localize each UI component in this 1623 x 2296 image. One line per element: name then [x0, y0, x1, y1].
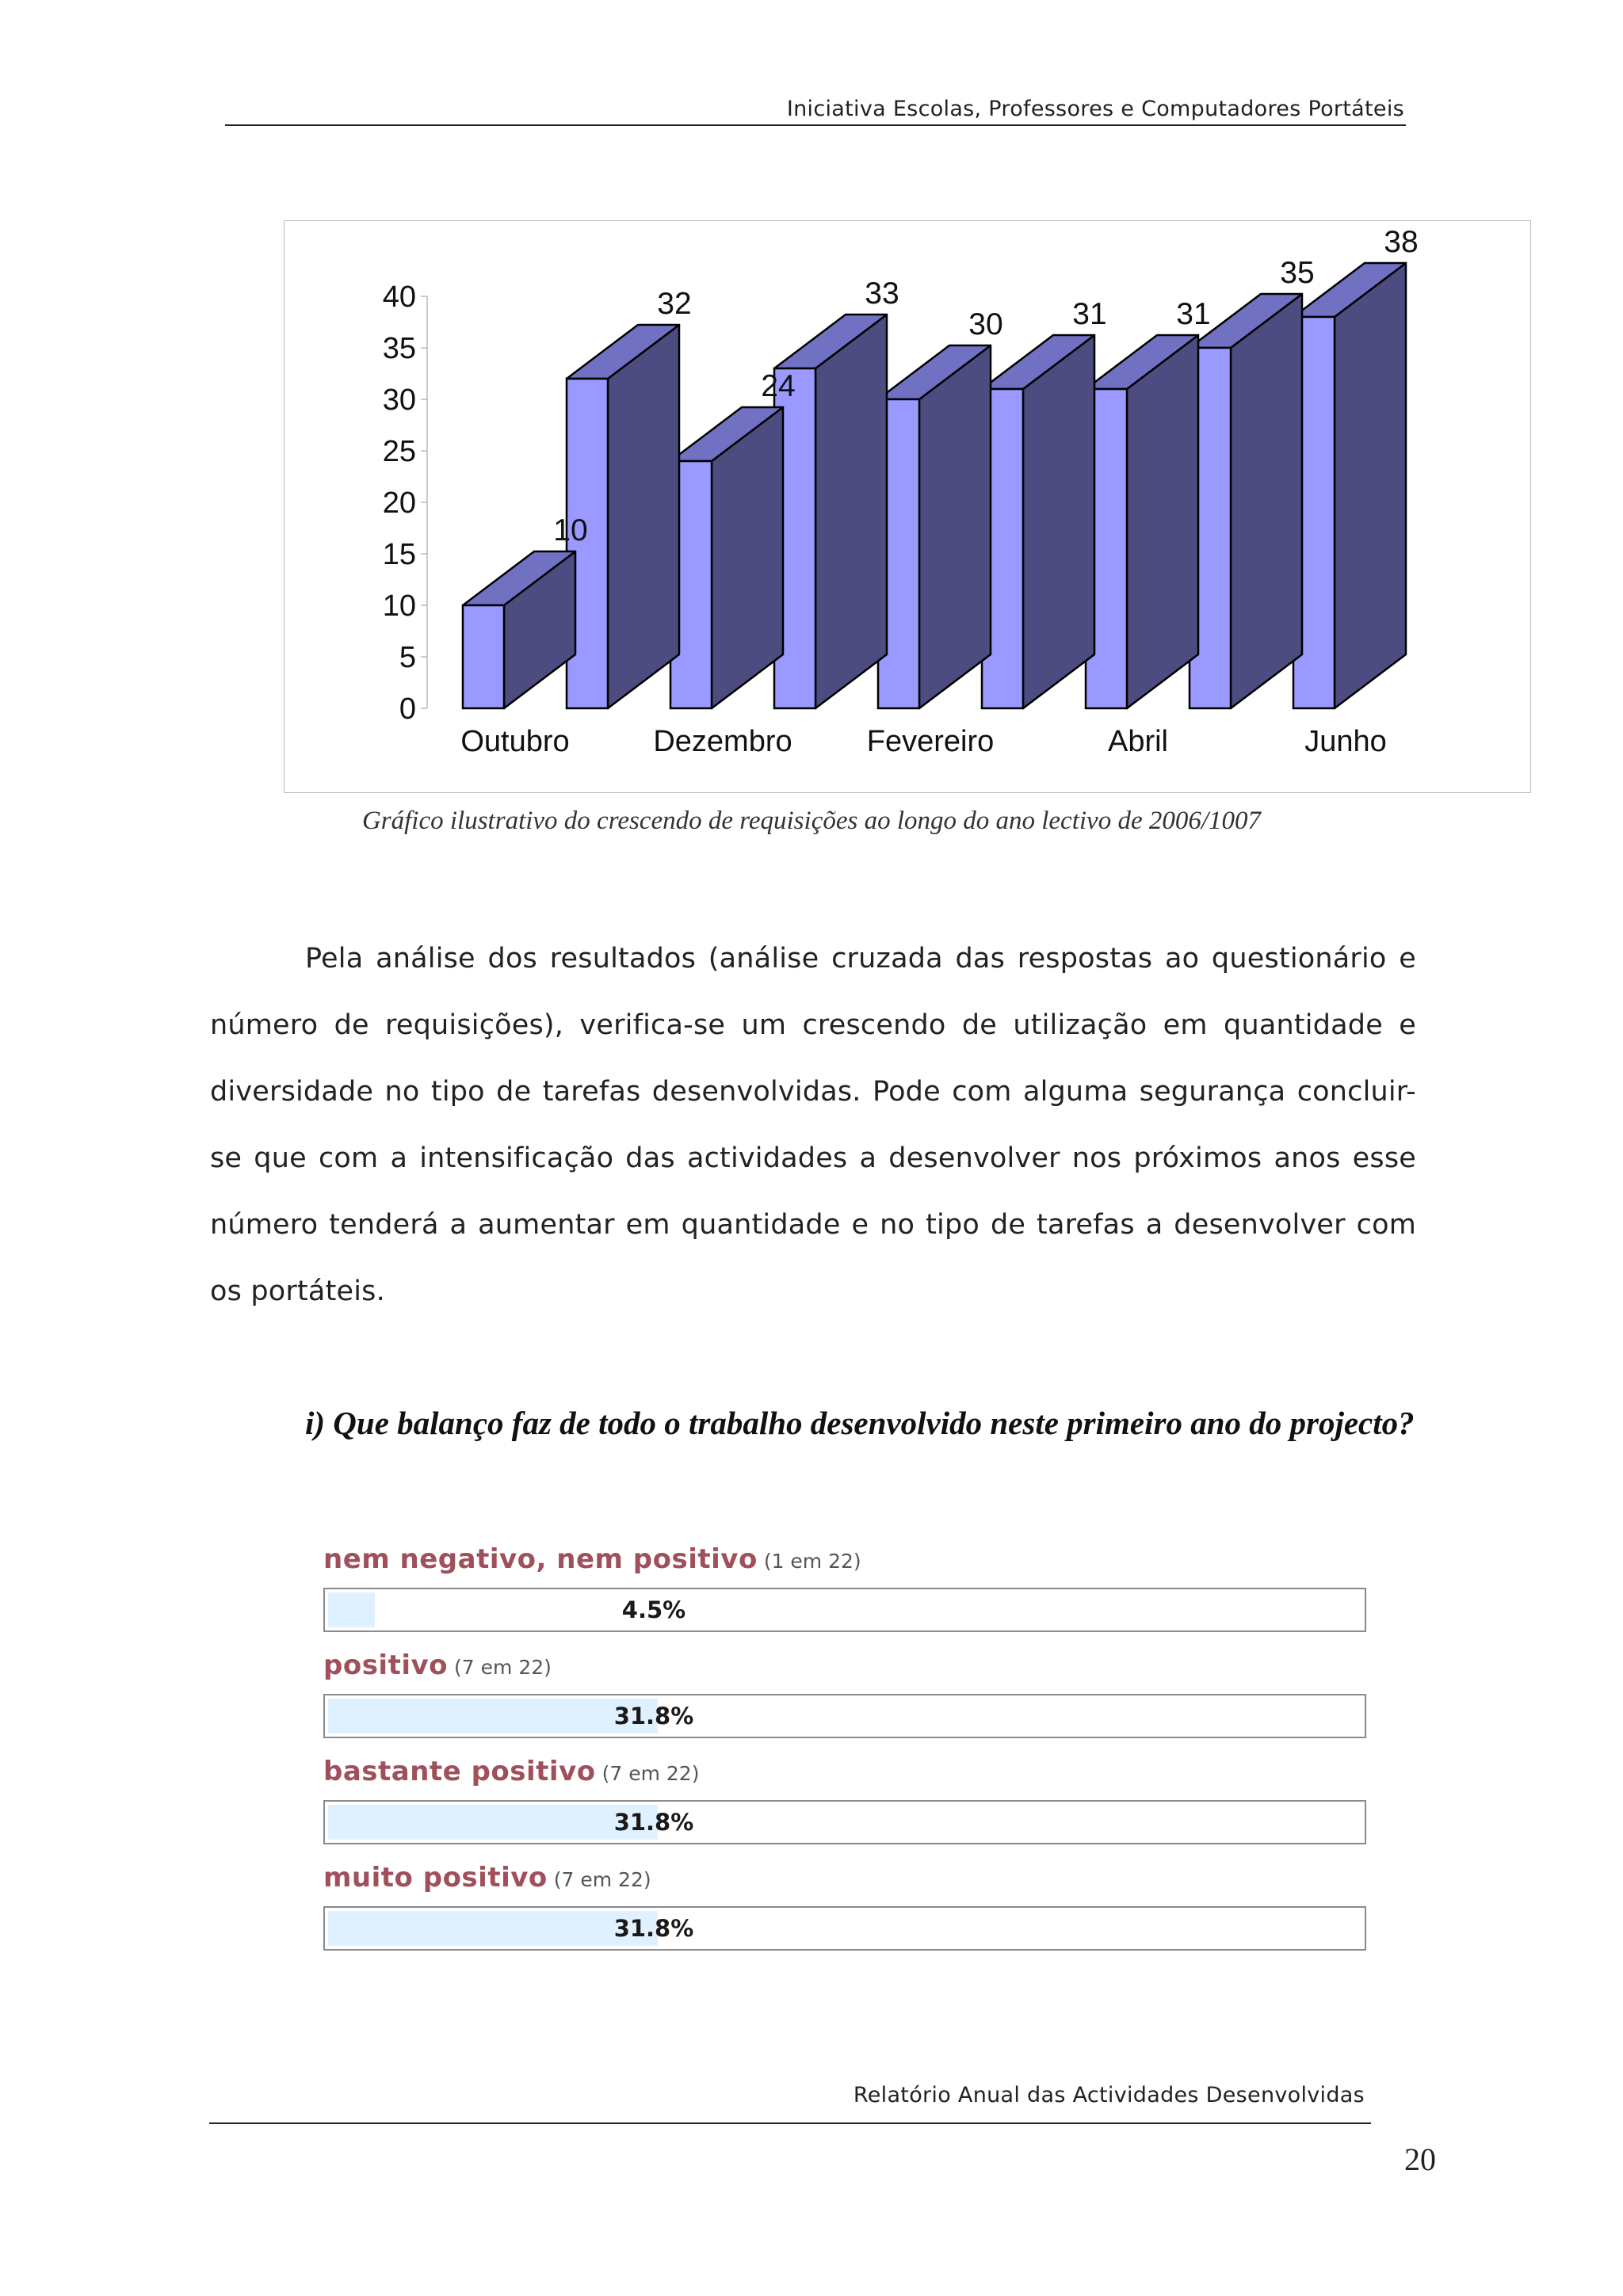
bar-side [608, 325, 679, 708]
bar-side [1231, 294, 1302, 708]
chart-caption: Gráfico ilustrativo do crescendo de requisições ao longo do ano lectivo de 2006/1007 [361, 807, 1262, 835]
requests-chart [284, 220, 1531, 793]
poll-option-count: (7 em 22) [601, 1762, 700, 1785]
poll-option-name: positivo [323, 1650, 449, 1681]
data-label: 38 [1384, 225, 1419, 259]
bar-side [1023, 335, 1094, 708]
x-tick-label: Dezembro [653, 725, 792, 758]
footer-rule [209, 2122, 1371, 2124]
bar-side [919, 345, 991, 708]
x-tick-label: Junho [1304, 725, 1387, 758]
x-tick-label: Fevereiro [866, 725, 995, 758]
y-tick-label: 35 [382, 332, 416, 365]
poll-option-count: (1 em 22) [763, 1550, 861, 1573]
poll-result-percent: 31.8% [613, 1703, 694, 1730]
poll-option-count: (7 em 22) [454, 1656, 552, 1679]
poll-result-label [323, 1862, 1369, 1903]
analysis-paragraph: Pela análise dos resultados (análise cruzada das respostas ao questionário e número de requisições), verifica-se um crescendo de utilização em quantidade e diversidade no tipo de tarefas desenvolvidas. Pode com alguma segurança concluir-se que com a intensificação das actividades a desenvolver nos próximos anos esse número tenderá a aumentar em quantidade e no tipo de tarefas a desenvolver com os portáteis. [210, 943, 1416, 1307]
data-label: 33 [865, 277, 899, 311]
question-heading: i) Que balanço faz de todo o trabalho desenvolvido neste primeiro ano do projecto? [305, 1405, 1415, 1441]
data-label: 24 [761, 369, 796, 403]
y-tick-label: 40 [382, 280, 416, 314]
data-label: 30 [968, 307, 1003, 341]
poll-option-name: muito positivo [323, 1862, 548, 1894]
y-tick-label: 0 [399, 692, 416, 726]
header-title: Iniciativa Escolas, Professores e Computadores Portáteis [786, 97, 1404, 121]
data-label: 31 [1072, 297, 1107, 331]
y-tick-label: 15 [382, 538, 416, 571]
footer-title: Relatório Anual das Actividades Desenvolvidas [853, 2083, 1365, 2107]
poll-result-item [323, 1650, 1369, 1756]
y-tick-label: 20 [382, 486, 416, 520]
poll-result-bar [323, 1906, 1366, 1951]
poll-option-name: bastante positivo [323, 1756, 596, 1787]
poll-result-percent: 4.5% [621, 1596, 686, 1623]
x-tick-label: Outubro [460, 725, 570, 758]
data-label: 32 [657, 287, 692, 321]
y-tick-label: 10 [382, 589, 416, 623]
data-label: 31 [1176, 297, 1211, 331]
poll-result-bar [323, 1800, 1366, 1844]
y-tick-label: 30 [382, 383, 416, 417]
bar-side [1335, 263, 1406, 708]
poll-result-percent: 31.8% [613, 1915, 694, 1942]
poll-result-item [323, 1756, 1369, 1862]
data-label: 10 [553, 513, 588, 547]
chart-svg [285, 221, 1530, 792]
poll-result-bar [323, 1588, 1366, 1632]
header-rule [225, 124, 1406, 126]
x-tick-label: Abril [1107, 725, 1169, 758]
poll-result-percent: 31.8% [613, 1809, 694, 1836]
poll-result-label [323, 1650, 1369, 1691]
bar-side [1127, 335, 1198, 708]
poll-result-label [323, 1543, 1369, 1585]
bar-side [815, 315, 887, 708]
poll-option-count: (7 em 22) [553, 1868, 651, 1891]
poll-result-item [323, 1862, 1369, 1968]
data-label: 35 [1280, 256, 1315, 290]
poll-option-name: nem negativo, nem positivo [323, 1543, 758, 1575]
y-tick-label: 5 [399, 641, 416, 674]
poll-result-bar [323, 1694, 1366, 1738]
y-tick-label: 25 [382, 435, 416, 468]
poll-result-label [323, 1756, 1369, 1797]
bar [463, 605, 504, 708]
poll-result-item [323, 1543, 1369, 1650]
page-number: 20 [1404, 2142, 1436, 2177]
poll-results [323, 1543, 1369, 1968]
